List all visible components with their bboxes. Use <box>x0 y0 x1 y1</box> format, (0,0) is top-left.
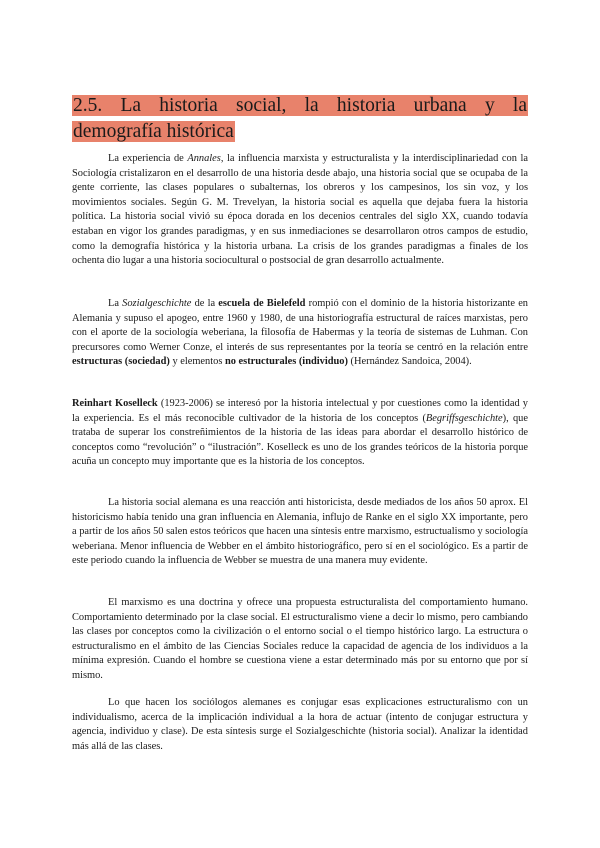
paragraph-1: La experiencia de Annales, la influencia marxista y estructuralista y la interdisciplinariedad con la Sociología cristalizaron en el desarrollo de una historia desde abajo, una historia social que se ocupaba de la gente corriente, las clases populares o subalternas, los obreros y los campesinos, los sin voz, y los movimientos sociales. Según G. M. Trevelyan, la historia social es aquella que dejaba fuera la historia política. La historia social vivió su época dorada en los decenios centrales del siglo XX, cuando todavía estaban en vigor los grandes paradigmas, y en sus inmediaciones se desarrollaron otros campos de estudio, como la demografía histórica y la historia urbana. La crisis de los grandes paradigmas a finales de los ochenta dio lugar a una historia sociocultural o postsocial de gran desarrollo actualmente. <box>72 153 528 267</box>
koselleck-name: Reinhart Koselleck <box>72 398 158 409</box>
section-title-line-1: La historia social, la historia urbana y la <box>120 95 528 116</box>
paragraph-6: Lo que hacen los sociólogos alemanes es conjugar esas explicaciones estructuralismo con un individualismo, acerca de la implicación individual a la hora de actuar (intento de conjugar estructura y agencia, individuo y clase). De esta síntesis surge el Sozialgeschichte (historia social). Analizar la identidad más allá de las clases. <box>72 697 528 752</box>
section-heading <box>72 93 528 145</box>
heading-line-1 <box>72 93 528 119</box>
begriffsgeschichte-term: Begriffsgeschichte <box>425 412 503 424</box>
section-number: 2.5. <box>73 95 103 116</box>
sozialgeschichte-term: Sozialgeschichte <box>122 298 192 309</box>
estructuras-term: estructuras (sociedad) <box>72 356 170 368</box>
paragraph-3: Reinhart Koselleck (1923-2006) se interesó por la historia intelectual y por cuestiones como la identidad y la experiencia. Es el más reconocible cultivador de la historia de los conceptos (Begriffsgeschichte), que trataba de superar los constreñimientos de la historia de las ideas para abordar el desarrollo histórico de conceptos como “revolución” o “ilustración”. Koselleck es uno de los grandes teóricos de la historia porque acuña un concepto muy importante que es la historia de los conceptos. <box>72 398 528 468</box>
section-title-line-2: demografía histórica <box>73 121 234 142</box>
heading-line-2 <box>72 119 528 145</box>
no-estructurales-term: no estructurales (individuo) <box>224 356 348 368</box>
paragraph-2: La Sozialgeschichte de la escuela de Bielefeld rompió con el dominio de la historia historizante en Alemania y supuso el apogeo, entre 1960 y 1980, de una historiografía estructural de raíces marxistas, pero con el aporte de la sociología weberiana, la filosofía de Habermas y la teoría de sistemas de Luhman. Con precursores como Werner Conze, el interés de sus representantes por la teoría se centró en la relación entre estructuras (sociedad) y elementos no estructurales (individuo) (Hernández Sandoica, 2004). <box>72 298 528 368</box>
bielefeld-term: escuela de Bielefeld <box>218 298 306 309</box>
annales-term: Annales <box>187 153 221 164</box>
paragraph-5: El marxismo es una doctrina y ofrece una propuesta estructuralista del comportamiento humano. Comportamiento determinado por la clase social. El estructuralismo viene a decir lo mismo, pero cambiando las clases por conceptos como la civilización o el entorno social o el tiempo histórico largo. La estructura o estructuralismo en el ámbito de las Ciencias Sociales reduce la capacidad de agencia de los individuos a la mínima expresión. Cuando el hombre se cuestiona viene a estar determinado más por su entorno que por sí mismo. <box>72 597 528 681</box>
paragraph-4: La historia social alemana es una reacción anti historicista, desde mediados de los años 50 aprox. El historicismo había tenido una gran influencia en Alemania, influjo de Ranke en el siglo XX importante, pero a partir de los años 50 salen estos teóricos que hacen una síntesis entre marxismo, estructualismo y sociología weberiana. Menor influencia de Webber en el ámbito historiográfico, pero sí en el sociológico. Es a partir de este periodo cuando la influencia de Webber se muestra de una manera muy evidente. <box>72 497 528 567</box>
